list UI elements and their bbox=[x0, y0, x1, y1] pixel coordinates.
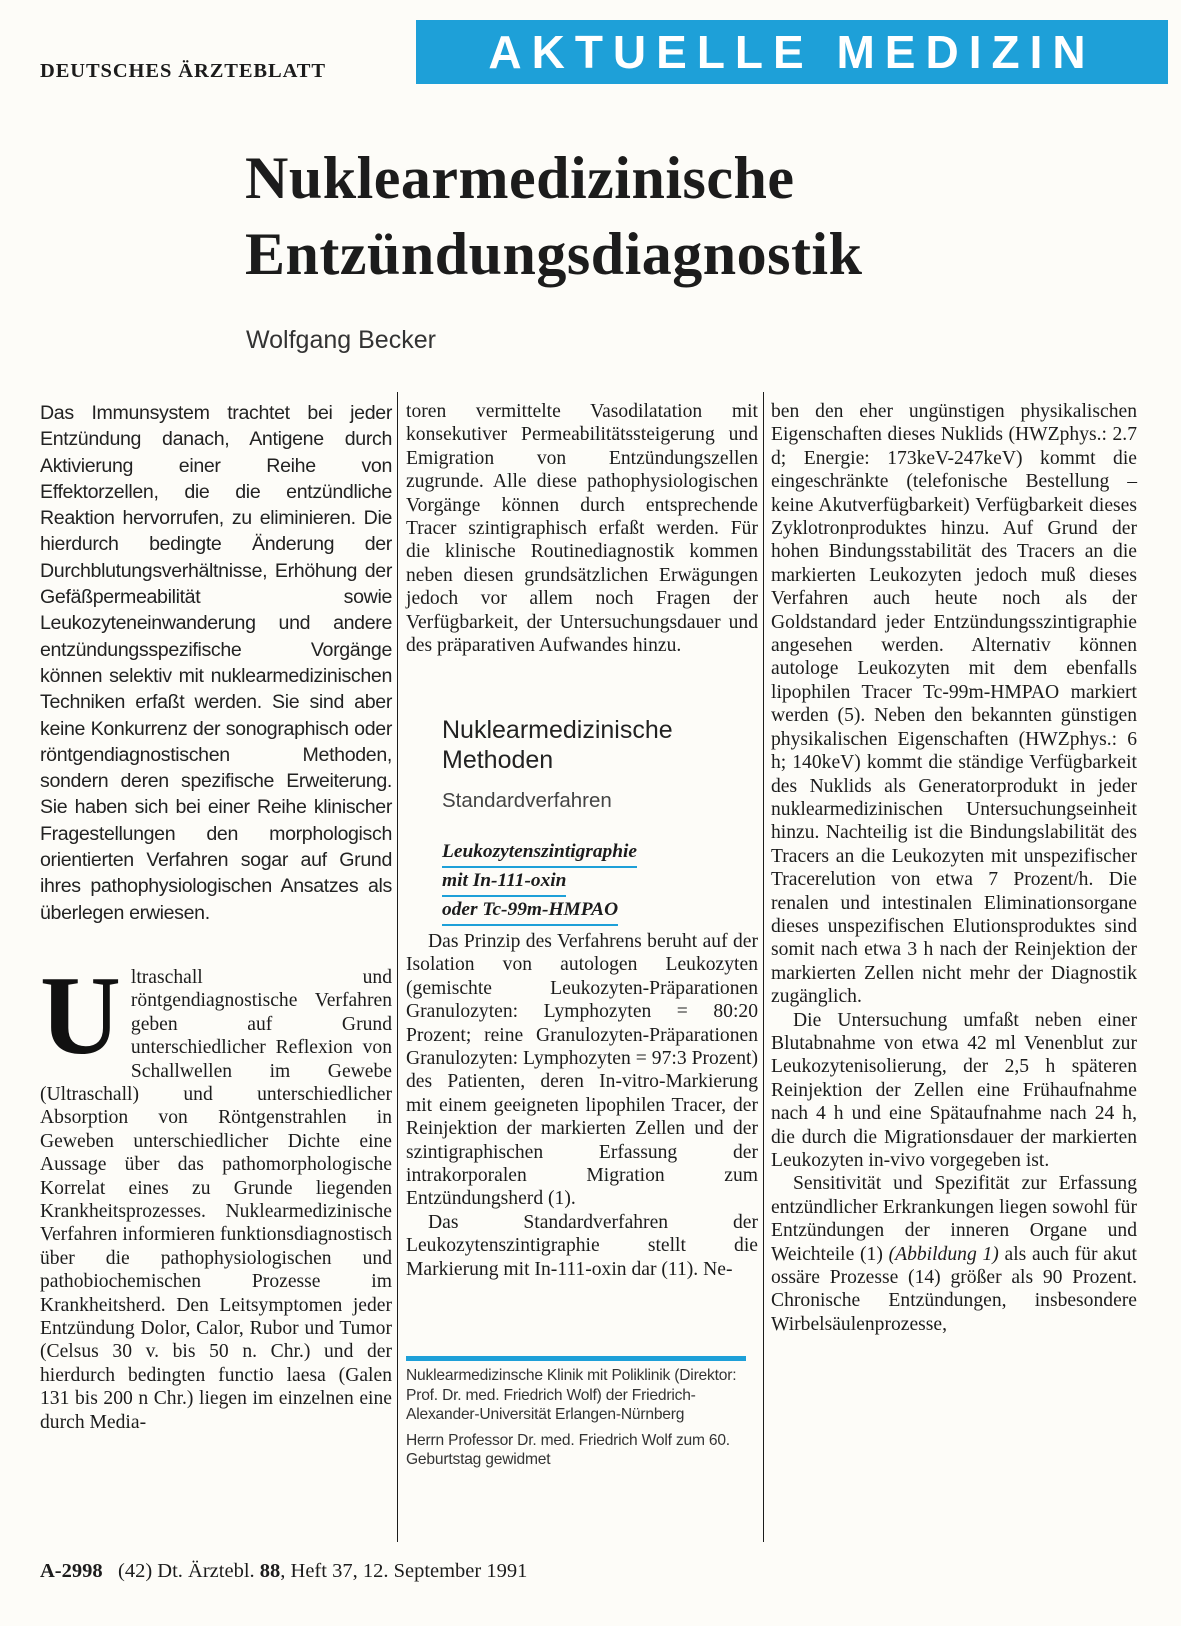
article-title bbox=[245, 140, 1165, 292]
journal-name: DEUTSCHES ÄRZTEBLATT bbox=[40, 60, 326, 82]
body-paragraph bbox=[40, 953, 392, 1434]
title-line-2: Entzündungsdiagnostik bbox=[245, 221, 863, 287]
text-run: Sensitivität und Spezifität zur Erfassung entzündlicher Erkrankungen liegen sowohl für Entzündungen der inneren Organe und Weichteile (1) bbox=[771, 1173, 1137, 1265]
text-run: als auch für akut ossäre Prozesse (14) größer als 90 Prozent. Chronische Entzündungen, insbesondere Wirbelsäulenprozesse, bbox=[771, 1243, 1137, 1335]
page-number: A-2998 bbox=[40, 1560, 103, 1582]
paragraph: Die Untersuchung umfaßt neben einer Blutabnahme von etwa 42 ml Venenblut zur Leukozytenisolierung, der 2,5 h späteren Reinjektion der Zellen eine Frühaufnahme nach 4 h und eine Spätaufnahme nach 24 h, die durch die Migrationsdauer der markierten Leukozyten in-vivo vorgegeben ist. bbox=[771, 1009, 1137, 1171]
method-heading-line: Leukozytenszintigraphie bbox=[442, 839, 637, 868]
column-rule-2 bbox=[763, 392, 764, 1542]
issue-date: , Heft 37, 12. September 1991 bbox=[280, 1560, 528, 1582]
section-heading: Nuklearmedizinische Methoden bbox=[442, 716, 673, 775]
intro-abstract: Das Immunsystem trachtet bei jeder Entzündung danach, Antigene durch Aktivierung einer Reihe von Effektorzellen, die die entzündliche Reaktion hervorrufen, zu eliminieren. Die hierdurch bedingte Änderung der Durchblutungsverhältnisse, Erhöhung der Gefäßpermeabilität sowie Leukozyteneinwanderung und andere entzündungsspezifische Vorgänge können selektiv mit nuklearmedizinischen Techniken erfaßt werden. Sie sind aber keine Konkurrenz der sonographisch oder röntgendiagnostischen Methoden, sondern deren spezifische Erweiterung. Sie haben sich bei einer Reihe klinischer Fragestellungen den morphologisch orientierten Verfahren sogar auf Grund ihres pathophysiologischen Ansatzes als überlegen erwiesen. bbox=[40, 402, 392, 924]
title-line-1: Nuklearmedizinische bbox=[245, 145, 795, 211]
affiliation-footnote bbox=[406, 1356, 746, 1470]
paragraph: ben den eher ungünstigen physikalischen Eigenschaften dieses Nuklids (HWZphys.: 2.7 d; Energie: 173keV-247keV) kommt die eingeschränkte (telefonische Bestellung – keine Akutverfügbarkeit) Verfügbarkeit dieses Zyklotronproduktes hinzu. Auf Grund der hohen Bindungsstabilität des Tracers an die markierten Leukozyten jedoch muß dieses Verfahren auch heute noch als der Goldstandard jeder Entzündungsszintigraphie angesehen werden. Alternativ können autologe Leukozyten mit dem ebenfalls lipophilen Tracer Tc-99m-HMPAO markiert werden (5). Neben den bekannten günstigen physikalischen Eigenschaften (HWZphys.: 6 h; 140keV) kommt die ständige Verfügbarkeit des Nuklids als Generatorprodukt in jeder nuklearmedizinischen Untersuchungseinheit hinzu. Nachteilig ist die Bindungslabilität des Tracers an die Leukozyten mit unspezifischer Tracerelution von etwa 7 Prozent/h. Die renalen und intestinalen Eliminationsorgane dieses unspezifischen Elutionsproduktes sind somit nach etwa 3 h nach der Reinjektion der markierten Zellen nicht mehr der Diagnostik zugänglich. bbox=[771, 401, 1137, 1008]
author: Wolfgang Becker bbox=[246, 326, 436, 354]
body-text: ltraschall und röntgendiagnostische Verfahren geben auf Grund unterschiedlicher Reflexion von Schallwellen im Gewebe (Ultraschall) und unterschiedlicher Absorption von Röntgenstrahlen in Geweben unterschiedlicher Dichte eine Aussage über das pathomorphologische Korrelat eines zu Grunde liegenden Krankheitsprozesses. Nuklearmedizinische Verfahren informieren funktionsdiagnostisch über die pathophysiologischen und pathobiochemischen Prozesse im Krankheitsherd. Den Leitsymptomen jeder Entzündung Dolor, Calor, Rubor und Tumor (Celsus 30 v. bis 50 n. Chr.) und der hierdurch bedingten functio laesa (Galen 131 bis 200 n Chr.) liegen im einzelnen eine durch Media- bbox=[40, 966, 392, 1433]
section-banner: AKTUELLE MEDIZIN bbox=[416, 20, 1168, 84]
affiliation: Nuklearmedizinsche Klinik mit Poliklinik (Direktor: Prof. Dr. med. Friedrich Wolf) der Friedrich-Alexander-Universität Erlangen-Nürnberg bbox=[406, 1367, 737, 1423]
page-footer bbox=[40, 1560, 527, 1583]
column-3 bbox=[771, 400, 1137, 1336]
footnote-accent-bar bbox=[406, 1356, 746, 1361]
volume-number: 88 bbox=[259, 1560, 281, 1582]
dedication: Herrn Professor Dr. med. Friedrich Wolf zum 60. Geburtstag gewidmet bbox=[406, 1431, 730, 1468]
drop-cap: U bbox=[40, 953, 121, 1078]
paragraph bbox=[771, 1172, 1137, 1336]
column-1 bbox=[40, 400, 392, 1434]
figure-reference: (Abbildung 1) bbox=[888, 1243, 999, 1265]
journal-citation: (42) Dt. Ärztebl. bbox=[118, 1560, 255, 1582]
column-2 bbox=[406, 400, 758, 1281]
paragraph: Das Standardverfahren der Leukozytenszintigraphie stellt die Markierung mit In-111-oxin dar (11). Ne- bbox=[406, 1211, 758, 1280]
method-heading bbox=[442, 839, 758, 926]
method-heading-line: oder Tc-99m-HMPAO bbox=[442, 897, 618, 926]
paragraph: Das Prinzip des Verfahrens beruht auf der Isolation von autologen Leukozyten (gemischte Leukozyten-Präparationen Granulozyten: Lymphozyten = 80:20 Prozent; reine Granulozyten-Präparationen Granulozyten: Lymphozyten = 97:3 Prozent) des Patienten, deren In-vitro-Markierung mit einem geeigneten lipophilen Tracer, der Reinjektion der markierten Zellen und der szintigraphischen Erfassung der intrakorporalen Migration zum Entzündungsherd (1). bbox=[406, 930, 758, 1210]
method-heading-line: mit In-111-oxin bbox=[442, 868, 566, 897]
paragraph: toren vermittelte Vasodilatation mit konsekutiver Permeabilitätssteigerung und Emigration von Entzündungszellen zugrunde. Alle diese pathophysiologischen Vorgänge können durch entsprechende Tracer szintigraphisch erfaßt werden. Für die klinische Routinediagnostik kommen neben diesen grundsätzlichen Erwägungen jedoch vor allem noch Fragen der Verfügbarkeit, der Untersuchungsdauer und des präparativen Aufwandes hinzu. bbox=[406, 401, 758, 657]
subsection-heading: Standardverfahren bbox=[442, 789, 612, 813]
column-rule-1 bbox=[397, 392, 398, 1542]
